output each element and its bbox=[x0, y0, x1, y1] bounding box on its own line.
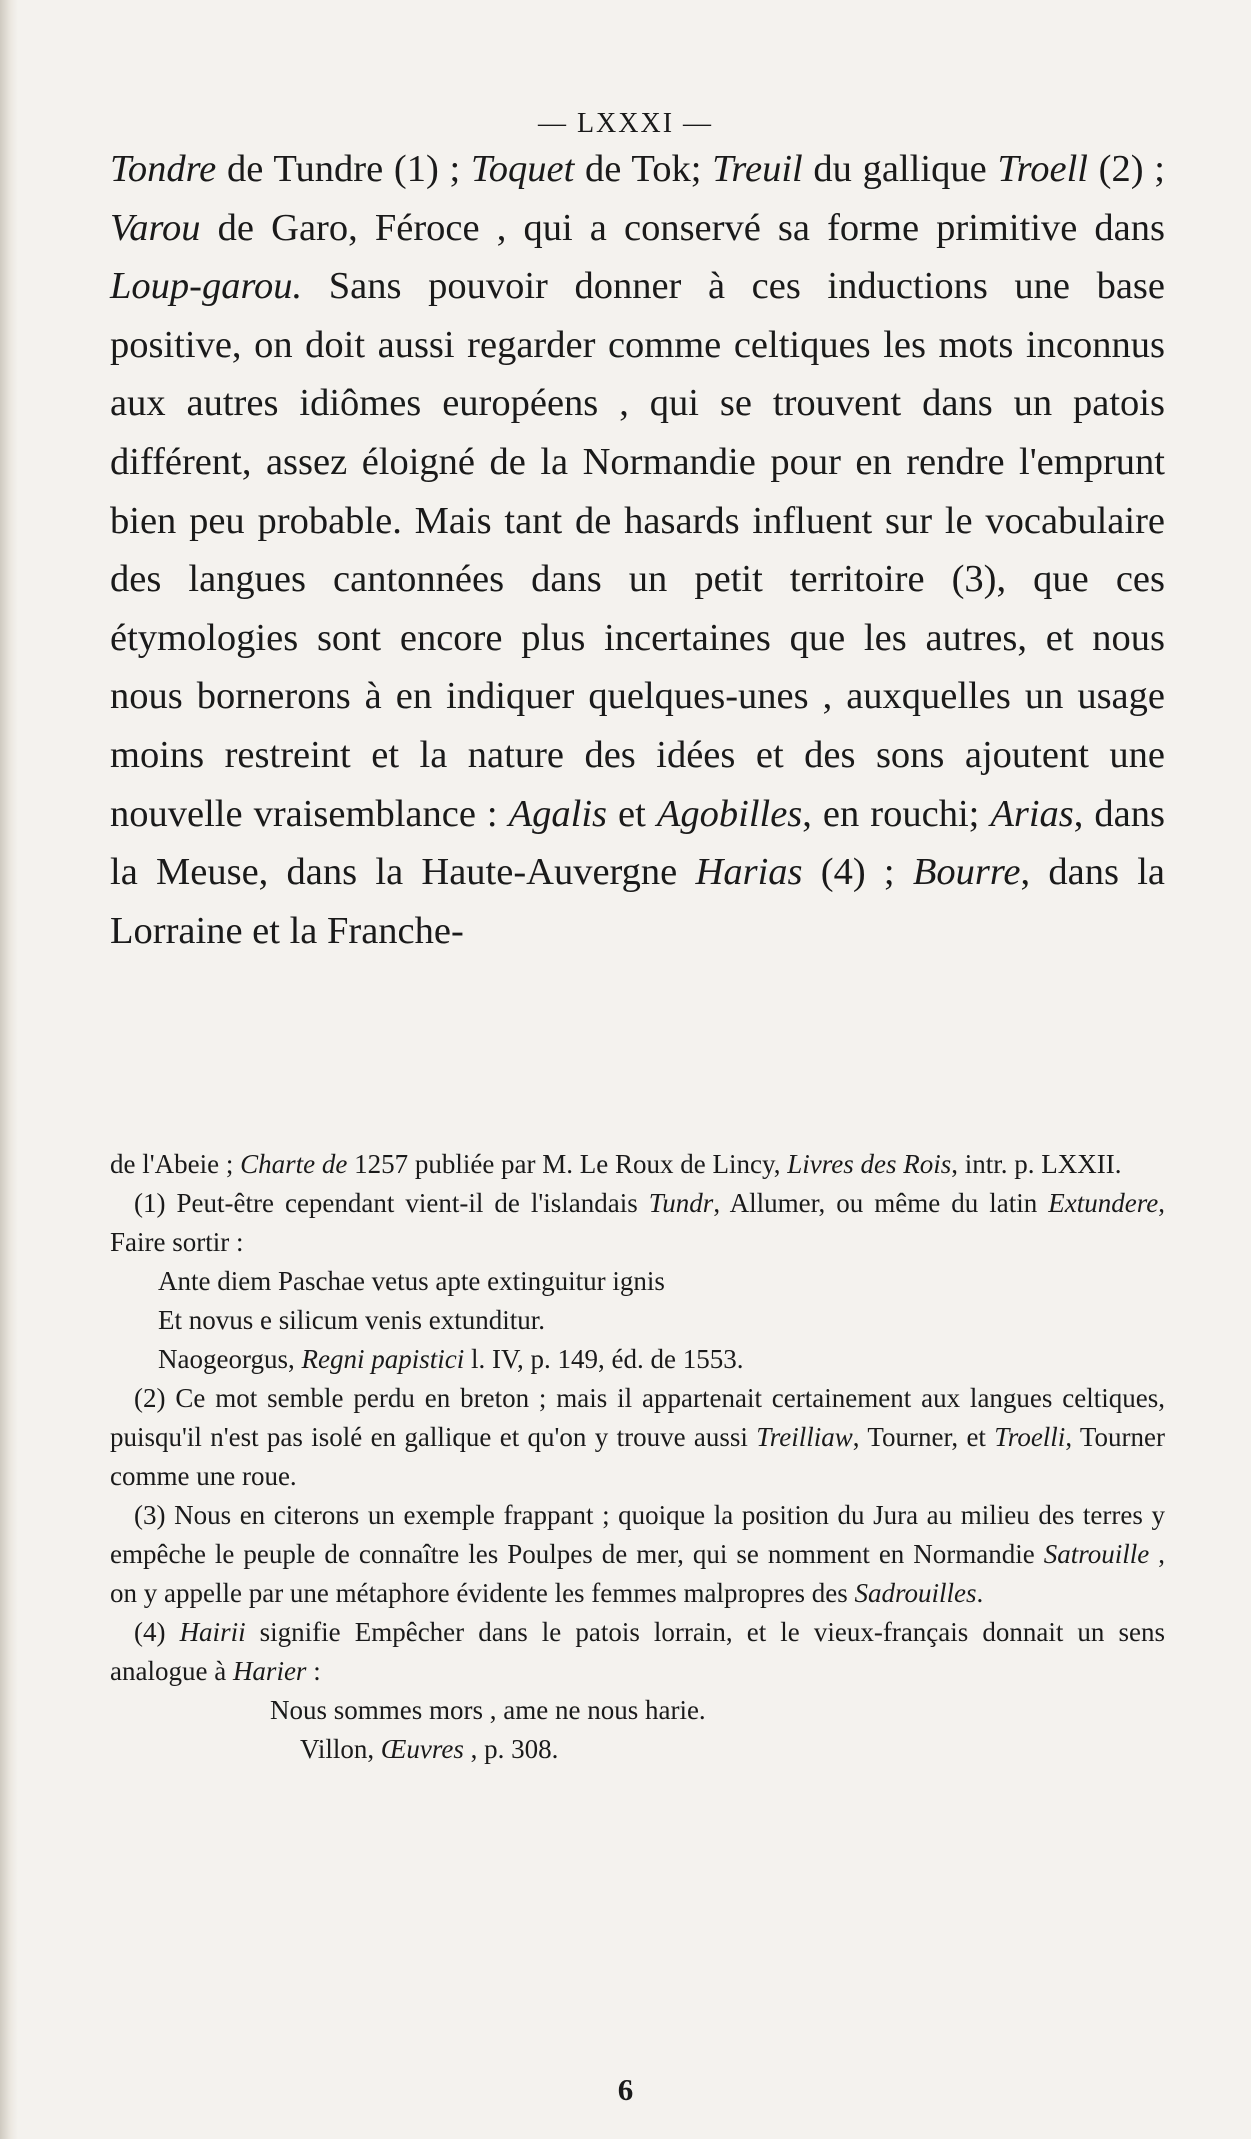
text-run: , p. 308. bbox=[463, 1734, 559, 1764]
text-run: l. IV, p. 149, éd. de 1553. bbox=[464, 1344, 744, 1374]
text-run: , Faire sortir : bbox=[110, 1188, 1165, 1257]
italic-term: Œuvres bbox=[380, 1734, 464, 1764]
italic-term: Hairii bbox=[179, 1617, 246, 1647]
text-run: , dans la Lorraine et la Franche- bbox=[110, 851, 1166, 952]
italic-term: Satrouille bbox=[1043, 1539, 1150, 1569]
footnote-3 bbox=[110, 1496, 1165, 1613]
text-run: Naogeorgus, bbox=[158, 1344, 302, 1374]
main-text bbox=[110, 140, 1165, 960]
footnote-1-quote-line-1: Ante diem Paschae vetus apte extinguitur ignis bbox=[158, 1266, 665, 1296]
running-header: — LXXXI — bbox=[537, 108, 714, 139]
text-run: , Tourner, et bbox=[852, 1422, 995, 1452]
text-run: du gallique bbox=[802, 148, 998, 190]
italic-term: Extundere bbox=[1048, 1188, 1159, 1218]
binding-gutter bbox=[0, 0, 18, 2139]
italic-term: Treilliaw bbox=[756, 1422, 853, 1452]
footnote-4-quote: Nous sommes mors , ame ne nous harie. bbox=[270, 1695, 706, 1725]
italic-term: Treuil bbox=[712, 148, 803, 190]
text-run: , en rouchi; bbox=[802, 792, 991, 835]
text-run: , Tourner comme une roue. bbox=[110, 1422, 1165, 1491]
text-run: , on y appelle par une métaphore évidente les femmes malpropres des bbox=[110, 1539, 1165, 1608]
footnote-1 bbox=[110, 1184, 1165, 1262]
footnote-1-quote-line-2: Et novus e silicum venis extunditur. bbox=[158, 1305, 545, 1335]
italic-term: Agalis bbox=[508, 792, 608, 835]
text-run: signifie Empêcher dans le patois lorrain, et le vieux-français donnait un sens analogue à bbox=[110, 1617, 1165, 1686]
text-run: (4) bbox=[134, 1617, 180, 1647]
text-run: : bbox=[306, 1656, 321, 1686]
italic-term: Loup-garou. bbox=[110, 265, 303, 308]
italic-term: Troelli bbox=[994, 1422, 1066, 1452]
text-run: , Allumer, ou même du latin bbox=[713, 1188, 1049, 1218]
footnote-4 bbox=[110, 1613, 1165, 1691]
text-run: (2) Ce mot semble perdu en breton ; mais il appartenait certainement aux langues celtiques, puisqu'il n'est pas isolé en gallique et qu'on y trouve aussi bbox=[110, 1383, 1165, 1452]
italic-term: Troell bbox=[997, 148, 1088, 190]
text-run: Sans pouvoir donner à ces inductions une base positive, on doit aussi regarder comme celtiques les mots inconnus aux autres idiômes européens , qui se trouvent dans un patois différent, assez éloigné de la Normandie pour en rendre l'emprunt bien peu probable. Mais tant de hasards influent sur le vocabulaire des langues cantonnées dans un petit territoire (3), que ces étymologies sont encore plus incertaines que les autres, et nous nous bornerons à en indiquer quelques-unes , auxquelles un usage moins restreint et la nature des idées et des sons ajoutent une nouvelle vraisemblance : bbox=[110, 265, 1165, 835]
italic-term: Charte de bbox=[240, 1149, 348, 1179]
text-run: de Garo, Féroce , qui a conservé sa forme primitive dans bbox=[200, 206, 1165, 249]
footnote-2 bbox=[110, 1379, 1165, 1496]
text-run: . bbox=[976, 1578, 984, 1608]
italic-term: Varou bbox=[110, 206, 201, 249]
italic-term: Regni papistici bbox=[301, 1344, 465, 1374]
footnote-1-quote-source bbox=[110, 1340, 1165, 1379]
italic-term: Livres des Rois bbox=[787, 1149, 952, 1179]
text-run: , intr. p. LXXII. bbox=[951, 1149, 1122, 1179]
italic-term: Harias bbox=[695, 851, 803, 894]
text-run: de Tundre (1) ; bbox=[216, 148, 471, 190]
footnote-4-quote-source bbox=[110, 1730, 1165, 1769]
italic-term: Agobilles bbox=[656, 792, 803, 835]
italic-term: Tundr bbox=[648, 1188, 714, 1218]
text-run: (3) Nous en citerons un exemple frappant ; quoique la position du Jura au milieu des terres y empêche le peuple de connaître les Poulpes de mer, qui se nomment en Normandie bbox=[110, 1500, 1165, 1569]
main-paragraph bbox=[110, 140, 1165, 960]
footnotes bbox=[110, 1145, 1165, 1769]
text-run: (1) Peut-être cependant vient-il de l'islandais bbox=[134, 1188, 649, 1218]
text-run: , dans la Meuse, dans la Haute-Auvergne bbox=[110, 792, 1165, 894]
italic-term: Tondre bbox=[110, 148, 217, 190]
italic-term: Harier bbox=[232, 1656, 307, 1686]
signature-mark: 6 bbox=[617, 2072, 634, 2107]
text-run: Villon, bbox=[300, 1734, 381, 1764]
italic-term: Bourre bbox=[912, 851, 1021, 894]
text-run: de l'Abeie ; bbox=[110, 1149, 241, 1179]
text-run: de Tok; bbox=[574, 148, 713, 190]
text-run: (4) ; bbox=[802, 851, 913, 894]
italic-term: Arias bbox=[990, 792, 1074, 835]
text-run: et bbox=[607, 792, 657, 835]
text-run: (2) ; bbox=[1087, 148, 1165, 190]
text-run: 1257 publiée par M. Le Roux de Lincy, bbox=[347, 1149, 788, 1179]
italic-term: Sadrouilles bbox=[854, 1578, 977, 1608]
italic-term: Toquet bbox=[470, 148, 575, 190]
footnote-continuation bbox=[110, 1145, 1165, 1184]
